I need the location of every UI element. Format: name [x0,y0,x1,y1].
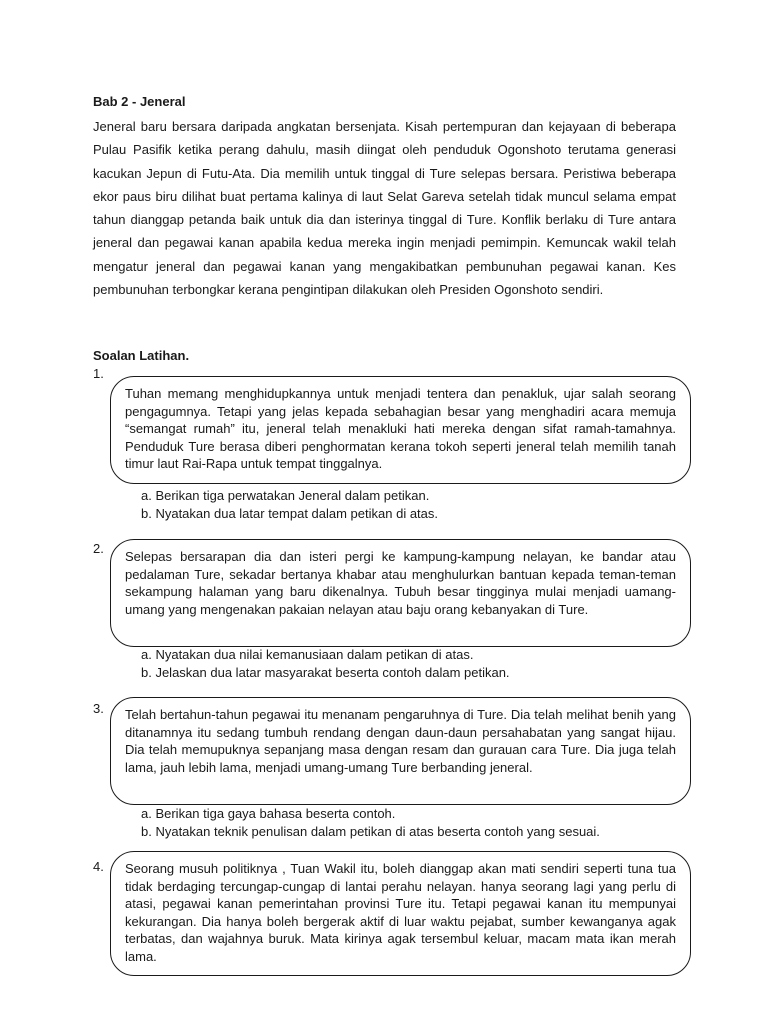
sub-question: a. Berikan tiga gaya bahasa beserta contoh. [141,806,396,821]
question-number: 2. [93,541,104,556]
exercises-title: Soalan Latihan. [93,348,190,363]
question-number: 4. [93,859,104,874]
question-passage: Selepas bersarapan dia dan isteri pergi ke kampung-kampung nelayan, ke bandar atau pedalaman Ture, sekadar bertanya khabar atau menghulurkan bantuan kepada teman-teman sekampung halaman yang baru dikenalnya. Tubuh besar tingginya mulai menjadi uamang-umang yang mengenakan pakaian nelayan atau baju orang kebanyakan di Ture. [125,549,676,617]
sub-question-list [141,646,510,682]
question-passage: Telah bertahun-tahun pegawai itu menanam pengaruhnya di Ture. Dia telah melihat benih yang ditanamnya itu sedang tumbuh rendang dengan daun-daun persahabatan yang sangat hijau. Dia telah memupuknya sepanjang masa dengan resam dan gurauan cara Ture. Dia juga telah lama, jauh lebih lama, menjadi umang-umang Ture berbanding jeneral. [125,707,676,775]
sub-question: b. Nyatakan dua latar tempat dalam petikan di atas. [141,506,439,521]
question-passage: Tuhan memang menghidupkannya untuk menjadi tentera dan penakluk, ujar salah seorang pengagumnya. Tetapi yang jelas kepada sebahagian besar yang menghadiri acara memuja “semangat rumah” itu, jeneral telah menakluki hati mereka dengan sifat ramah-tamahnya. Penduduk Ture berasa diberi penghormatan kerana tokoh seperti jeneral telah memilih tanah timur laut Rai-Rapa untuk tempat tinggalnya. [125,386,676,472]
sub-question: b. Nyatakan teknik penulisan dalam petikan di atas beserta contoh yang sesuai. [141,824,600,839]
chapter-title: Bab 2 - Jeneral [93,94,186,109]
question-number: 1. [93,366,104,381]
sub-question: a. Berikan tiga perwatakan Jeneral dalam petikan. [141,488,430,503]
sub-question-list [141,805,600,841]
chapter-intro-paragraph: Jeneral baru bersara daripada angkatan bersenjata. Kisah pertempuran dan kejayaan di beberapa Pulau Pasifik ketika perang dahulu, masih diingat oleh penduduk Ogonshoto terutama generasi kacukan Jepun di Futu-Ata. Dia memilih untuk tinggal di Ture selepas bersara. Peristiwa beberapa ekor paus biru dilihat buat pertama kalinya di laut Selat Gareva setelah tidak muncul selama empat tahun dianggap petanda baik untuk dia dan isterinya tinggal di Ture. Konflik berlaku di Ture antara jeneral dan pegawai kanan apabila kedua mereka ingin menjadi pemimpin. Kemuncak wakil telah mengatur jeneral dan pegawai kanan yang mengakibatkan pembunuhan pegawai kanan. Kes pembunuhan terbongkar kerana pengintipan dilakukan oleh Presiden Ogonshoto sendiri. [93,119,676,298]
question-number: 3. [93,701,104,716]
sub-question: a. Nyatakan dua nilai kemanusiaan dalam petikan di atas. [141,647,474,662]
question-passage-box [110,539,691,647]
question-passage-box [110,697,691,805]
sub-question: b. Jelaskan dua latar masyarakat beserta contoh dalam petikan. [141,665,510,680]
question-passage-box [110,376,691,484]
sub-question-list [141,487,438,523]
question-passage: Seorang musuh politiknya , Tuan Wakil itu, boleh dianggap akan mati sendiri seperti tuna tua tidak berdaging tercungap-cungap di lantai perahu nelayan. hanya seorang lagi yang perlu di atasi, pegawai kanan pemerintahan provinsi Ture itu. Tetapi pegawai kanan itu mempunyai kekurangan. Dia hanya boleh bergerak aktif di luar waktu pejabat, sumber kewanganya agak terbatas, dan wajahnya buruk. Mata kirinya agak tersembul keluar, macam mata ikan merah lama. [125,861,676,964]
question-passage-box [110,851,691,976]
